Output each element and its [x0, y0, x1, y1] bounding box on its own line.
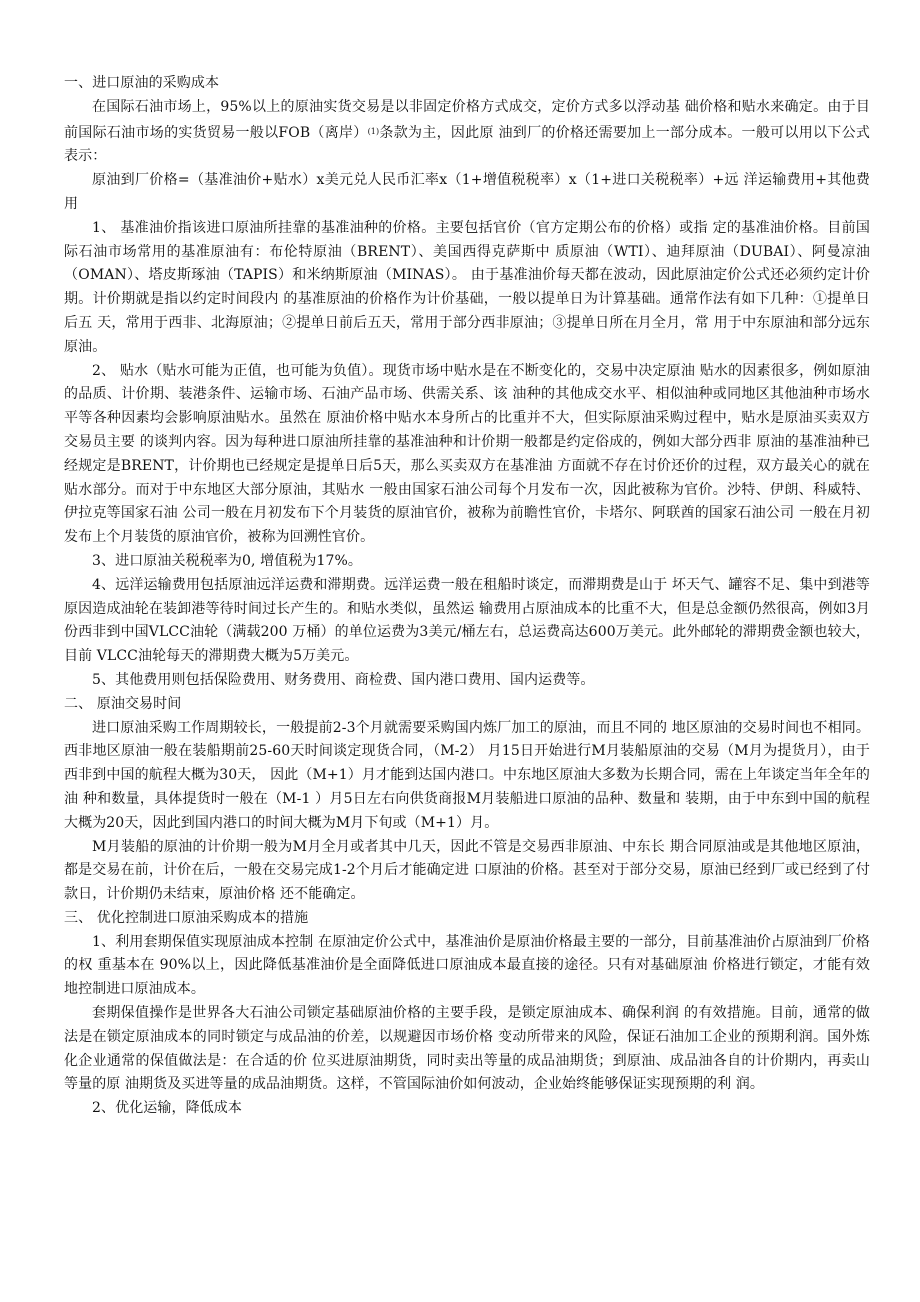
trading-time-paragraph-1: 进口原油采购工作周期较长，一般提前2-3个月就需要采购国内炼厂加工的原油，而且不同的 地区原油的交易时间也不相同。西非地区原油一般在装船期前25-60天时间谈定现货合同，（M-2） 月15日开始进行M月装船原油的交易（M月为提货月），由于西非到中国的航程大概为30天， 因此（M+1）月才能到达国内港口。中东地区原油大多数为长期合同，需在上年谈定当年全年的油 种和数量，具体提货时一般在（M-1 ）月5日左右向供货商报M月装船进口原油的品种、数量和 装期，由于中东到中国的航程大概为20天，因此到国内港口的时间大概为M月下旬或（M+1）月。	[64, 719, 870, 831]
section-1-heading: 一、进口原油的采购成本	[64, 75, 220, 91]
item-premium: 2、 贴水（贴水可能为正值，也可能为负值）。现货市场中贴水是在不断变化的，交易中决定原油 贴水的因素很多，例如原油的品质、计价期、装港条件、运输市场、石油产品市场、供需关系、该 油种的其他成交水平、相似油种或同地区其他油种市场水平等各种因素均会影响原油贴水。虽然在 原油价格中贴水本身所占的比重并不大，但实际原油采购过程中，贴水是原油买卖双方交易员主要 的谈判内容。因为每种进口原油所挂靠的基准油种和计价期一般都是约定俗成的，例如大部分西非 原油的基准油种已经规定是BRENT，计价期也已经规定是提单日后5天，那么买卖双方在基准油 方面就不存在讨价还价的过程，双方最关心的就在贴水部分。而对于中东地区大部分原油，其贴水 一般由国家石油公司每个月发布一次，因此被称为官价。沙特、伊朗、科威特、伊拉克等国家石油 公司一般在月初发布下个月装货的原油官价，被称为前瞻性官价，卡塔尔、阿联酋的国家石油公司 一般在月初发布上个月装货的原油官价，被称为回溯性官价。	[64, 362, 870, 546]
footnote-marker: (1)	[367, 126, 380, 136]
intro-text-part-2: 条款为主，因此原 油到厂的价格还需要加上一部分成本。一般可以用以下公式表示：	[64, 124, 870, 165]
item-tariff: 3、进口原油关税税率为0, 增值税为17%。	[92, 552, 363, 569]
measure-transport: 2、优化运输，降低成本	[92, 1100, 243, 1117]
price-formula: 原油到厂价格=（基准油价+贴水）x美元兑人民币汇率x（1+增值税税率）x（1+进口关税税率）+远 洋运输费用+其他费用	[64, 172, 870, 212]
measure-hedging: 1、利用套期保值实现原油成本控制 在原油定价公式中，基准油价是原油价格最主要的一部分，目前基准油价占原油到厂价格的权 重基本在 90%以上，因此降低基准油价是全面降低进口原油成本最直接的途径。只有对基础原油 价格进行锁定，才能有效地控制进口原油成本。	[64, 933, 870, 998]
section-3-heading: 三、 优化控制进口原油采购成本的措施	[64, 909, 309, 926]
item-benchmark-price: 1、 基准油价指该进口原油所挂靠的基准油种的价格。主要包括官价（官方定期公布的价格）或指 定的基准油价格。目前国际石油市场常用的基准原油有：布伦特原油（BRENT）、美国西得克萨斯中 质原油（WTI）、迪拜原油（DUBAI）、阿曼凉油（OMAN）、塔皮斯琢油（TAPIS）和米纳斯原油（MINAS）。 由于基准油价每天都在波动，因此原油定价公式还必须约定计价期。计价期就是指以约定时间段内 的基准原油的价格作为计价基础，一般以提单日为计算基础。通常作法有如下几种：①提单日后五 天，常用于西非、北海原油；②提单日前后五天，常用于部分西非原油；③提单日所在月全月，常 用于中东原油和部分远东原油。	[64, 219, 870, 355]
item-ocean-freight: 4、远洋运输费用包括原油远洋运费和滞期费。远洋运费一般在租船时谈定，而滞期费是山于 坏天气、罐容不足、集中到港等原因造成油轮在装卸港等待时间过长产生的。和贴水类似，虽然运 输费用占原油成本的比重不大，但是总金额仍然很高，例如3月份西非到中国VLCC油轮（满载200 万桶）的单位运费为3美元/桶左右，总运费高达600万美元。此外邮轮的滞期费金额也较大，目前 VLCC油轮每天的滞期费大概为5万美元。	[64, 576, 870, 665]
item-other-costs: 5、其他费用则包括保险费用、财务费用、商检费、国内港口费用、国内运费等。	[92, 671, 595, 688]
section-1-intro-paragraph	[64, 96, 870, 169]
intro-text-part-1: 在国际石油市场上，95%以上的原油实货交易是以非固定价格方式成交，定价方式多以浮动基 础价格和贴水来确定。由于目前国际石油市场的实货贸易一般以FOB（离岸）	[64, 98, 870, 141]
section-2-heading: 二、 原油交易时间	[64, 695, 182, 712]
hedging-paragraph: 套期保值操作是世界各大石油公司锁定基础原油价格的主要手段，是锁定原油成本、确保利润 的有效措施。目前，通常的做法是在锁定原油成本的同时锁定与成品油的价差，以规避因市场价格 变动所带来的风险，保证石油加工企业的预期利润。国外炼化企业通常的保值做法是：在合适的价 位买进原油期货，同时卖出等量的成品油期货；到原油、成品油各自的计价期内，再卖山等量的原 油期货及买进等量的成品油期货。这样，不管国际油价如何波动，企业始终能够保证实现预期的利 润。	[64, 1005, 870, 1093]
document-page	[64, 72, 870, 1121]
trading-time-paragraph-2: M月装船的原油的计价期一般为M月全月或者其中几天，因此不管是交易西非原油、中东长 期合同原油或是其他地区原油，都是交易在前，计价在后，一般在交易完成1-2个月后才能确定进 口原油的价格。甚至对于部分交易，原油已经到厂或已经到了付款日，计价期仍未结束，原油价格 还不能确定。	[64, 838, 870, 903]
